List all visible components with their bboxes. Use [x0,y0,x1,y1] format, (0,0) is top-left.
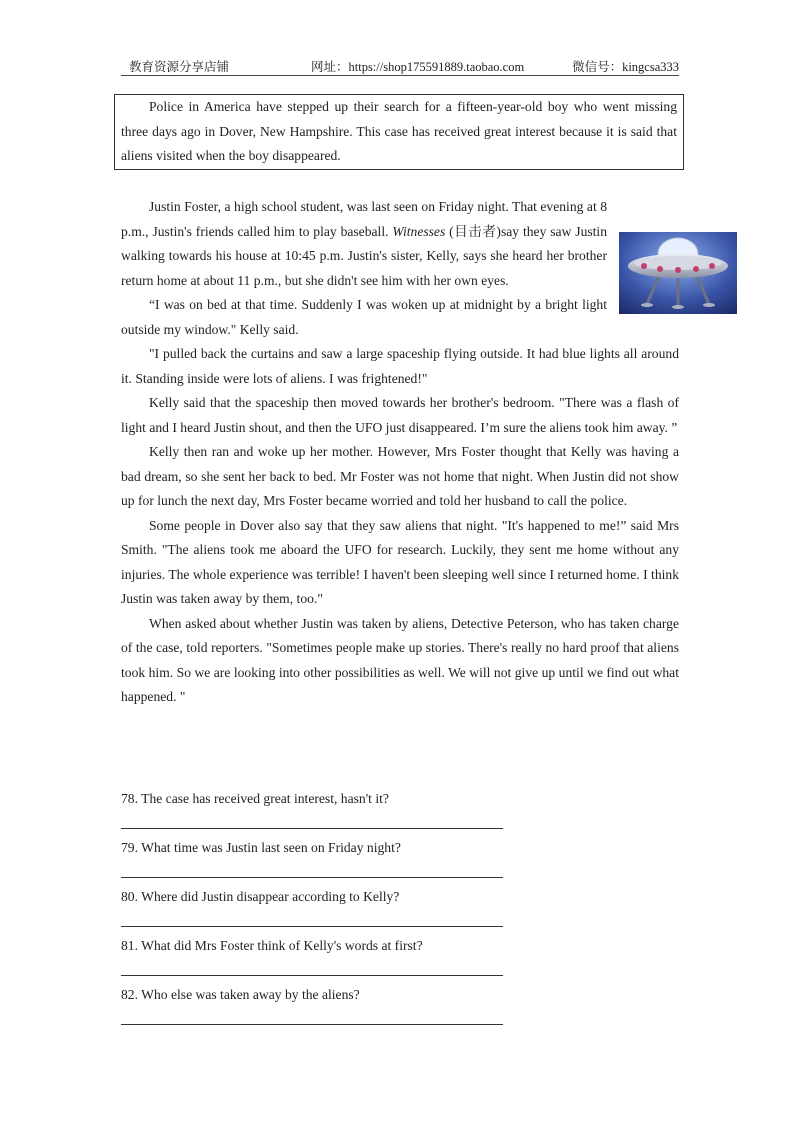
question-79 [121,837,503,886]
intro-text: Police in America have stepped up their search for a fifteen-year-old boy who went missing three days ago in Dover, New Hampshire. This case has received great interest because it is said that aliens visited when the boy disappeared. [121,99,677,163]
questions-section [121,788,503,1033]
witnesses-term: Witnesses [392,223,446,239]
header-wechat: 微信号：kingcsa333 [572,60,679,74]
answer-line[interactable] [121,975,503,976]
question-82 [121,984,503,1033]
question-text: 82. Who else was taken away by the aliens? [121,987,360,1002]
question-80 [121,886,503,935]
article-paragraph-1 [121,195,607,293]
answer-line[interactable] [121,828,503,829]
answer-line[interactable] [121,1024,503,1025]
answer-line[interactable] [121,926,503,927]
question-text: 80. Where did Justin disappear according to Kelly? [121,889,400,904]
question-text: 78. The case has received great interest, hasn't it? [121,791,389,806]
header-shop-name: 教育资源分享店铺 [129,60,230,74]
header-url: 网址：https://shop175591889.taobao.com [311,60,525,74]
article-paragraph-2: “I was on bed at that time. Suddenly I was woken up at midnight by a bright light outside my window." Kelly said. [121,297,607,337]
question-text: 79. What time was Justin last seen on Friday night? [121,840,401,855]
article-paragraph-6: Some people in Dover also say that they saw aliens that night. "It's happened to me!” said Mrs Smith. "The aliens took me aboard the UFO for research. Luckily, they sent me home without any injuries. The whole experience was terrible! I haven't been sleeping well since I returned home. I think Justin was taken away by them, too." [121,517,679,606]
question-78 [121,788,503,837]
question-81 [121,935,503,984]
ufo-illustration [619,232,737,314]
article-paragraph-5: Kelly then ran and woke up her mother. However, Mrs Foster thought that Kelly was having a bad dream, so she sent her back to bed. Mr Foster was not home that night. When Justin did not show up for lunch the next day, Mrs Foster became worried and told her husband to call the police. [121,444,679,508]
answer-line[interactable] [121,877,503,878]
intro-box [114,94,684,170]
article-paragraph-4: Kelly said that the spaceship then moved towards her brother's bedroom. "There was a flash of light and I heard Justin shout, and then the UFO just disappeared. I’m sure the aliens took him away. ” [121,395,679,435]
article-paragraph-7: When asked about whether Justin was taken by aliens, Detective Peterson, who has taken charge of the case, told reporters. "Sometimes people make up stories. There's really no hard proof that aliens took him. So we are looking into other possibilities as well. We will not give up until we find out what happened. " [121,615,679,704]
article-paragraph-3: "I pulled back the curtains and saw a large spaceship flying outside. It had blue lights all around it. Standing inside were lots of aliens. I was frightened!" [121,346,679,386]
witnesses-gloss: (目击者) [445,223,501,239]
page-header [121,57,679,76]
p1-text-end: say they saw Justin walking towards his house at 10:45 p.m. Justin's sister, Kelly, says she heard her brother return home at about 11 p.m., but she didn't see him with her own eyes. [121,223,608,288]
question-text: 81. What did Mrs Foster think of Kelly's words at first? [121,938,423,953]
article [121,195,679,710]
p1-text-start: Justin Foster, a high school student, was last seen on Friday night. That evening at 8 p.m., Justin's friends called him to play baseball. [121,199,607,239]
